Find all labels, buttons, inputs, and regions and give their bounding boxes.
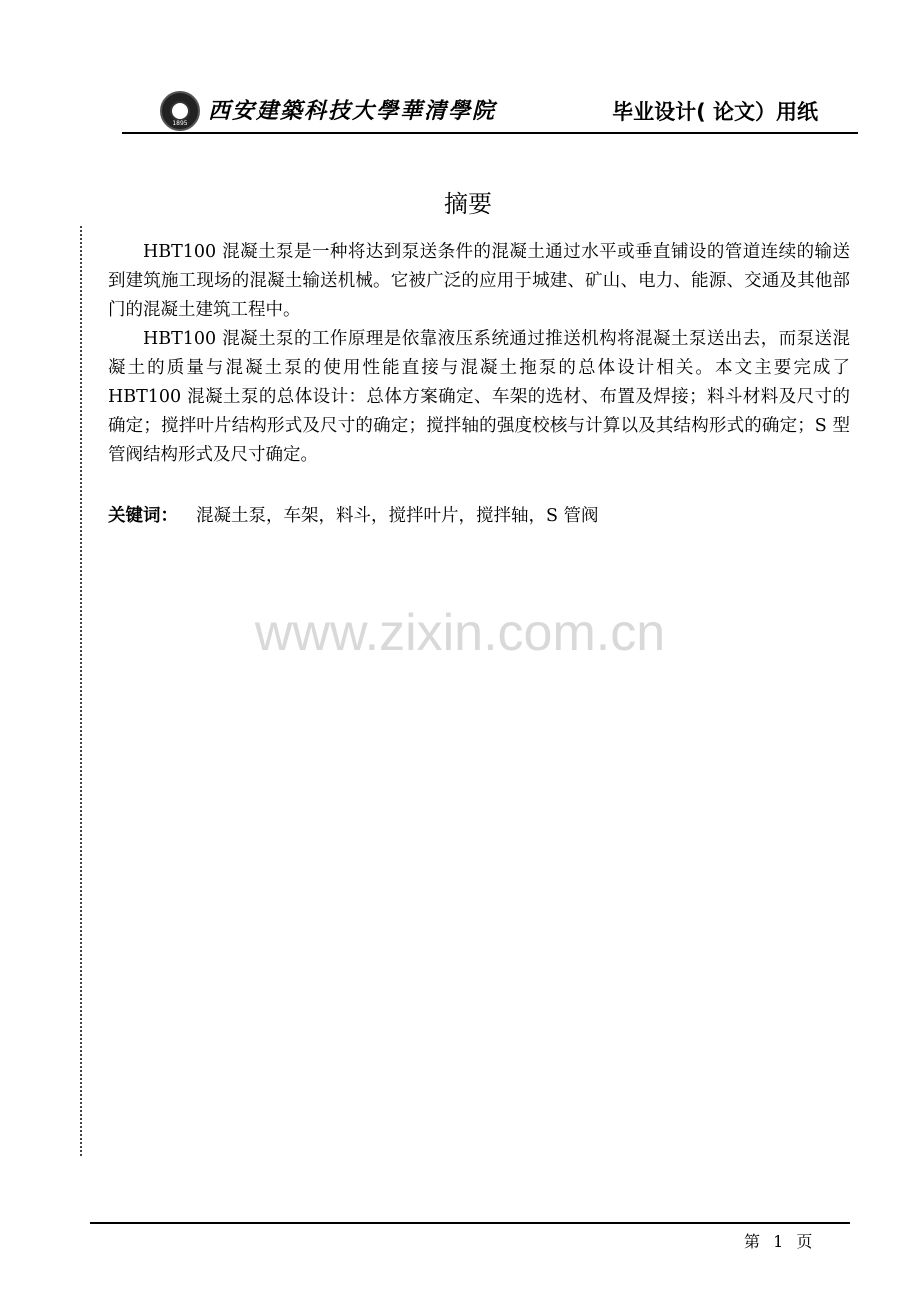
page-header xyxy=(122,84,858,134)
binding-dotted-line xyxy=(80,226,82,1156)
header-divider xyxy=(122,132,858,134)
keywords-label: 关键词： xyxy=(108,506,178,526)
footer-divider xyxy=(90,1222,850,1224)
page-number: 第 1 页 xyxy=(744,1232,813,1251)
abstract-paragraph: HBT100 混凝土泵的工作原理是依靠液压系统通过推送机构将混凝土泵送出去，而泵送混凝土的质量与混凝土泵的使用性能直接与混凝土拖泵的总体设计相关。本文主要完成了 HBT100 混凝土泵的总体设计：总体方案确定、车架的选材、布置及焊接；料斗材料及尺寸的确定；搅拌叶片结构形式及尺寸的确定；搅拌轴的强度校核与计算以及其结构形式的确定；S 型管阀结构形式及尺寸确定。 xyxy=(108,329,850,465)
school-logo: 1895 xyxy=(160,91,200,131)
school-name: 西安建築科技大學華清學院 xyxy=(208,98,497,124)
abstract-paragraph: HBT100 混凝土泵是一种将达到泵送条件的混凝土通过水平或垂直铺设的管道连续的输送到建筑施工现场的混凝土输送机械。它被广泛的应用于城建、矿山、电力、能源、交通及其他部门的混凝土建筑工程中。 xyxy=(108,242,850,320)
keywords-value: 混凝土泵，车架，料斗，搅拌叶片，搅拌轴，S 管阀 xyxy=(196,506,599,526)
watermark: www.zixin.com.cn xyxy=(254,604,666,662)
abstract-body xyxy=(108,238,850,470)
header-title: 毕业设计( 论文）用纸 xyxy=(612,100,818,124)
page-title: 摘要 xyxy=(444,190,492,218)
school-emblem-icon xyxy=(170,101,190,121)
keywords-line xyxy=(108,502,599,527)
